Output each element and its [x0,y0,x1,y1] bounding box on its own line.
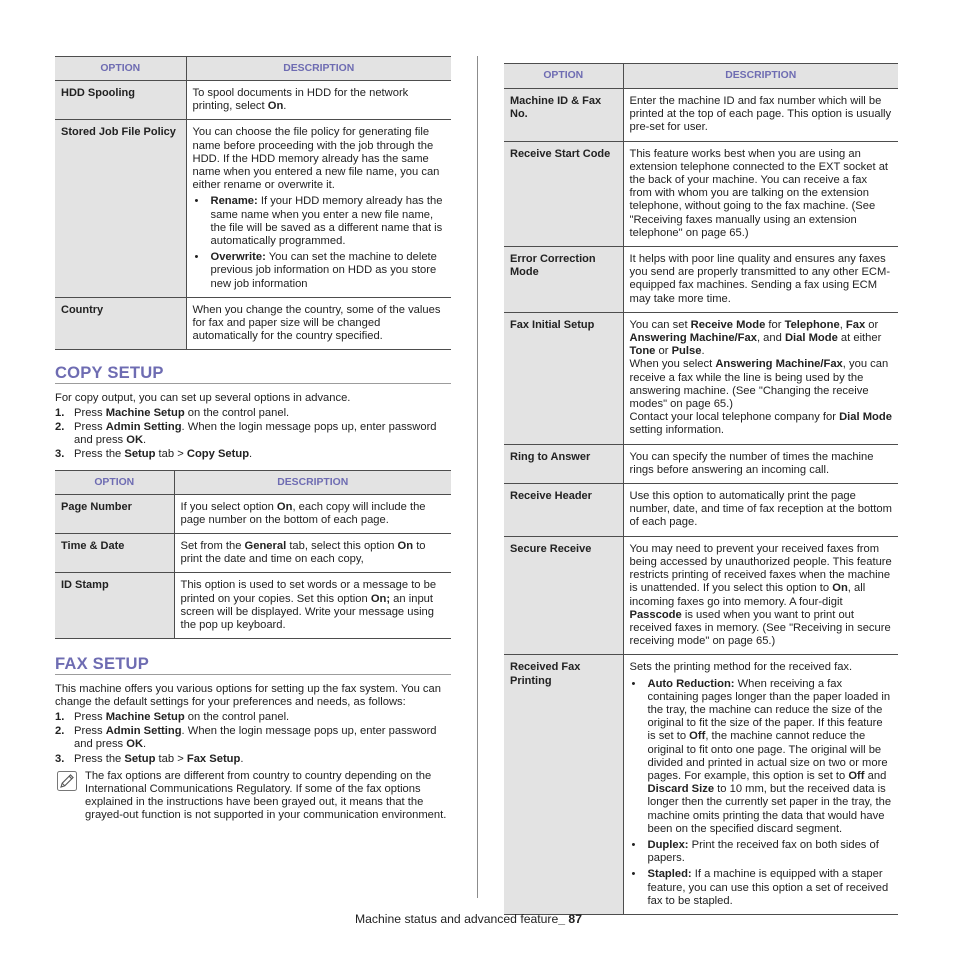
fax-setup-section [55,654,451,822]
step-number: 3. [55,752,65,765]
option-name: Error Correction Mode [504,247,623,313]
option-header: OPTION [55,57,186,81]
step-number: 1. [55,406,65,419]
table-row [504,89,898,142]
step-item: 2. Press Admin Setting. When the login message pops up, enter password and press OK. [55,725,437,751]
list-item: • Duplex: Print the received fax on both sides of papers. [630,839,893,865]
step-item: 2. Press Admin Setting. When the login message pops up, enter password and press OK. [55,421,437,447]
section-intro: This machine offers you various options for setting up the fax system. You can change the default settings for your preferences and needs, as follows: [55,682,441,708]
option-description: You can choose the file policy for generating file name before proceeding with the job through the HDD. If the HDD memory already has the same name when you entered a new file name, you can either rename or overwrite it. • Rename: If your HDD memory already has the same name when you enter a new file name, the file will be saved as a different name that is automatically programmed. • Overwrite: You can set the machine to delete previous job information on HDD as you store new job information [186,120,451,297]
step-item: 3. Press the Setup tab > Fax Setup. [55,752,244,765]
table-row [504,484,898,537]
option-name: Page Number [55,494,174,533]
option-description: Enter the machine ID and fax number which will be printed at the top of each page. This option is usually pre-set for user. [623,89,898,142]
list-item: • Stapled: If a machine is equipped with a staper feature, you can use this option a set of received fax to be stapled. [630,868,893,908]
option-name: ID Stamp [55,573,174,639]
table-row [504,536,898,655]
option-description: It helps with poor line quality and ensures any faxes you send are properly transmitted to any other ECM-equipped fax machines. Sending a fax using ECM may take more time. [623,247,898,313]
option-name: Time & Date [55,534,174,573]
option-description: You may need to prevent your received faxes from being accessed by unauthorized people. This feature restricts printing of received faxes when the machine is unattended. If you select this option to On, all incoming faxes go into memory. A four-digit Passcode is used when you want to print out received faxes in memory. (See "Receiving in secure receiving mode" on page 65.) [623,536,898,655]
option-description: Sets the printing method for the received fax. • Auto Reduction: When receiving a fax containing pages longer than the paper loaded in the tray, the machine can reduce the size of the original to fit the size of the paper. If this feature is set to Off, the machine cannot reduce the original to fit onto one page. The original will be divided and printed in actual size on two or more pages. For example, this option is set to Off and Discard Size to 10 mm, but the received data is longer then the currently set paper in the tray, the machine omits printing the data that would have been on the specified discard segment. • Duplex: Print the received fax on both sides of papers. • Stapled: If a machine is equipped with a staper feature, you can use this option a set of received fax to be stapled. [623,655,898,915]
option-header: OPTION [504,64,623,89]
option-name: Secure Receive [504,536,623,655]
description-header: DESCRIPTION [174,470,451,494]
option-description: Use this option to automatically print the page number, date, and time of fax reception at the bottom of each page. [623,484,898,537]
option-description: When you change the country, some of the values for fax and paper size will be changed automatically for the country specified. [186,297,451,350]
option-description: Set from the General tab, select this option On to print the date and time on each copy, [174,534,451,573]
step-number: 2. [55,421,65,434]
description-header: DESCRIPTION [186,57,451,81]
option-description: This feature works best when you are using an extension telephone connected to the EXT socket at the back of your machine. You can receive a fax from with whom you are talking on the extension telephone, without going to the fax machine. (See "Receiving faxes manually using an extension telephone" on page 65.) [623,141,898,246]
option-description: This option is used to set words or a message to be printed on your copies. Set this option On; an input screen will be displayed. Write your message using the pop up keyboard. [174,573,451,639]
option-name: Machine ID & Fax No. [504,89,623,142]
fax-setup-steps [55,711,451,766]
copy-setup-section [55,363,451,639]
option-name: Receive Start Code [504,141,623,246]
list-item: • Rename: If your HDD memory already has the same name when you enter a new file name, the file will be saved as a different name that is automatically programmed. [193,195,446,248]
table-row [55,81,451,120]
bullet-list [630,678,893,908]
table-row [55,120,451,297]
option-name: Country [55,297,186,350]
step-number: 3. [55,448,65,461]
option-name: Fax Initial Setup [504,312,623,444]
table-row [504,141,898,246]
option-header: OPTION [55,470,174,494]
option-description: You can specify the number of times the machine rings before answering an incoming call. [623,444,898,483]
table-row [504,247,898,313]
step-item: 1. Press Machine Setup on the control panel. [55,710,290,723]
option-name: Stored Job File Policy [55,120,186,297]
step-number: 1. [55,710,65,723]
table-row [504,655,898,915]
step-item: 3. Press the Setup tab > Copy Setup. [55,448,253,461]
option-name: Receive Header [504,484,623,537]
copy-options-table [55,470,451,640]
list-item: • Auto Reduction: When receiving a fax containing pages longer than the paper loaded in the tray, the machine can reduce the size of the original to fit the size of the paper. If this feature is set to Off, the machine cannot reduce the original to fit onto one page. The original will be divided and printed in actual size on two or more pages. For example, this option is set to Off and Discard Size to 10 mm, but the received data is longer then the currently set paper in the tray, the machine omits printing the data that would have been on the specified discard segment. [630,678,893,836]
copy-table-body [55,494,451,639]
table-row [55,297,451,350]
option-description: If you select option On, each copy will include the page number on the bottom of each page. [174,494,451,533]
option-name: HDD Spooling [55,81,186,120]
note-pencil-icon [57,771,77,791]
option-description: You can set Receive Mode for Telephone, Fax or Answering Machine/Fax, and Dial Mode at either Tone or Pulse. When you select Answering Machine/Fax, you can receive a fax while the line is being used by the answering machine. (See "Changing the receive modes" on page 65.) Contact your local telephone company for Dial Mode setting information. [623,312,898,444]
option-name: Ring to Answer [504,444,623,483]
fax-table-body [504,89,898,915]
section-heading: FAX SETUP [55,657,451,674]
page-footer [355,913,582,926]
copy-setup-steps [55,407,451,462]
left-table-body [55,81,451,350]
fax-options-table [504,63,898,915]
page-number: _ 87 [558,912,582,926]
section-intro: For copy output, you can set up several options in advance. [55,391,351,404]
table-row [55,534,451,573]
left-column [55,0,451,823]
column-divider [477,56,478,898]
list-item: • Overwrite: You can set the machine to delete previous job information on HDD as you store new job information [193,251,446,291]
table-row [55,573,451,639]
option-description: To spool documents in HDD for the network printing, select On. [186,81,451,120]
section-heading: COPY SETUP [55,366,451,383]
note-box [55,770,451,823]
option-name: Received Fax Printing [504,655,623,915]
bullet-list [193,195,446,290]
hdd-options-table [55,56,451,350]
description-header: DESCRIPTION [623,64,898,89]
note-text: The fax options are different from country to country depending on the International Communications Regulatory. If some of the fax options explained in the instructions have been grayed out, it means that the grayed-out function is not supported in your communication environment. [85,769,447,822]
step-item: 1. Press Machine Setup on the control panel. [55,406,290,419]
footer-text: Machine status and advanced feature [355,912,559,926]
right-column [504,0,898,915]
table-row [55,494,451,533]
table-row [504,312,898,444]
step-number: 2. [55,725,65,738]
table-row [504,444,898,483]
